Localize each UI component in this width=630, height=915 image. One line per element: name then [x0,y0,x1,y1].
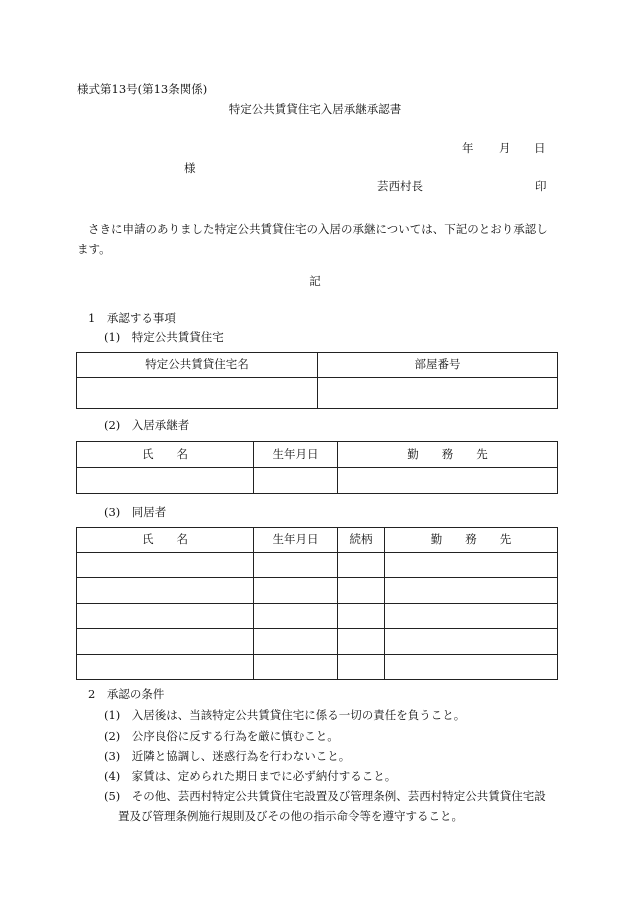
issuer-name: 芸西村長 [377,179,423,193]
cell[interactable] [385,553,558,578]
table-row [77,604,558,629]
header-cell-relationship: 続柄 [338,528,385,553]
header-cell-birthdate: 生年月日 [254,442,338,468]
section2-heading: 2 承認の条件 [88,687,165,701]
condition-4: (4) 家賃は、定められた期日までに必ず納付すること。 [104,769,397,783]
condition-2: (2) 公序良俗に反する行為を厳に慎むこと。 [104,729,339,743]
header-cell-name: 氏 名 [77,528,254,553]
cohabitant-table [76,527,558,680]
header-cell-birthdate: 生年月日 [254,528,338,553]
room-number-cell[interactable] [318,378,558,409]
ki-heading: 記 [309,274,321,288]
cell[interactable] [254,553,338,578]
cell[interactable] [385,604,558,629]
cell[interactable] [385,655,558,680]
header-cell-workplace: 勤 務 先 [385,528,558,553]
condition-5-continued: 置及び管理条例施行規則及びその他の指示命令等を遵守すること。 [118,809,463,823]
condition-5: (5) その他、芸西村特定公共賃貸住宅設置及び管理条例、芸西村特定公共賃貸住宅設 [104,789,546,803]
section1-heading: 1 承認する事項 [88,311,176,325]
body-text: さきに申請のありました特定公共賃貸住宅の入居の承継については、下記のとおり承認します。 [77,222,548,256]
cell[interactable] [77,604,254,629]
sub1-label: (1) 特定公共賃貸住宅 [104,330,224,344]
cell[interactable] [254,629,338,655]
date-month: 月 [499,141,511,155]
date-year: 年 [462,141,474,155]
cell[interactable] [385,629,558,655]
cell[interactable] [338,553,385,578]
cell[interactable] [77,655,254,680]
sub2-label: (2) 入居承継者 [104,418,190,432]
header-cell-housing-name: 特定公共賃貸住宅名 [77,353,318,378]
sub3-label: (3) 同居者 [104,505,167,519]
cell[interactable] [254,578,338,604]
cell[interactable] [338,655,385,680]
cell[interactable] [385,578,558,604]
housing-name-cell[interactable] [77,378,318,409]
cell[interactable] [338,578,385,604]
table-row [77,629,558,655]
cell[interactable] [254,604,338,629]
successor-workplace-cell[interactable] [338,468,558,494]
successor-birthdate-cell[interactable] [254,468,338,494]
condition-1: (1) 入居後は、当該特定公共賃貸住宅に係る一切の責任を負うこと。 [104,708,466,722]
cell[interactable] [77,553,254,578]
header-cell-room-number: 部屋番号 [318,353,558,378]
condition-3: (3) 近隣と協調し、迷惑行為を行わないこと。 [104,749,351,763]
cell[interactable] [338,604,385,629]
housing-table [76,352,558,409]
cell[interactable] [77,578,254,604]
table-row [77,578,558,604]
document-title: 特定公共賃貸住宅入居承継承認書 [228,102,402,116]
date-day: 日 [534,141,546,155]
table-row [77,655,558,680]
header-cell-workplace: 勤 務 先 [338,442,558,468]
header-cell-name: 氏 名 [77,442,254,468]
successor-table [76,441,558,494]
addressee-honorific: 様 [184,161,196,175]
seal-mark: 印 [535,179,547,193]
cell[interactable] [338,629,385,655]
successor-name-cell[interactable] [77,468,254,494]
cell[interactable] [77,629,254,655]
cell[interactable] [254,655,338,680]
table-row [77,553,558,578]
form-number: 様式第13号(第13条関係) [77,82,208,96]
